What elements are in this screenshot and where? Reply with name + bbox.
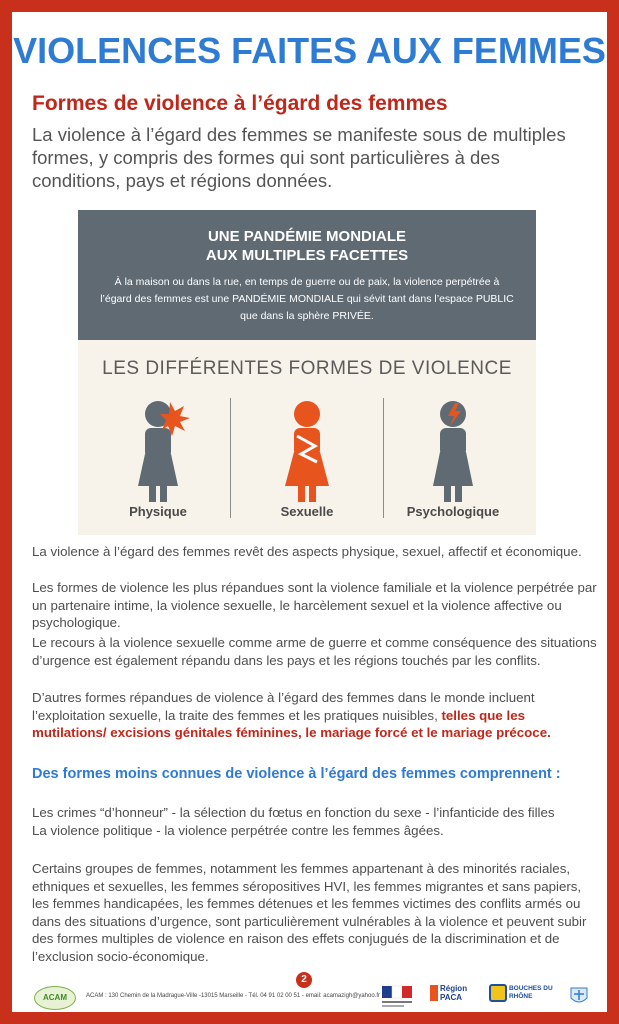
form-label-psychologique: Psychologique <box>406 504 500 519</box>
footer <box>12 972 607 1012</box>
lesser-known-line2: La violence politique - la violence perpétrée contre les femmes âgées. <box>32 822 444 838</box>
paragraph-other-forms <box>32 689 600 742</box>
woman-lightning-icon <box>413 394 493 504</box>
paragraph-other-forms-highlight: telles que les mutilations/ excisions génitales féminines, le mariage forcé et le mariage précoce. <box>32 707 551 740</box>
lesser-known-heading: Des formes moins connues de violence à l’égard des femmes comprennent : <box>32 766 561 782</box>
infographic-header <box>78 210 536 340</box>
infographic-text: À la maison ou dans la rue, en temps de guerre ou de paix, la violence perpétrée à l’égard des femmes est une PANDÉMIE MONDIALE qui sévit tant dans l’espace PUBLIC que dans la sphère PRIVÉE. <box>100 276 514 322</box>
form-label-sexuelle: Sexuelle <box>280 504 334 519</box>
divider <box>230 398 231 518</box>
section-subtitle: Formes de violence à l’égard des femmes <box>32 92 448 115</box>
infographic-title <box>78 227 536 265</box>
infographic-title-line2: AUX MULTIPLES FACETTES <box>205 247 409 264</box>
acam-logo: ACAM <box>34 986 76 1010</box>
departement-icon <box>489 984 507 1002</box>
region-label: Région PACA <box>439 984 468 1002</box>
footer-address: ACAM : 130 Chemin de la Madrague-Ville -13015 Marseille - Tél. 04 91 02 00 51 - email: acamazigh@yahoo.fr <box>86 993 381 999</box>
intro-paragraph: La violence à l’égard des femmes se manifeste sous de multiples formes, y compris des formes qui sont particulières à des conditions, pays et régions données. <box>32 124 566 191</box>
prefecture-logo <box>380 984 414 1008</box>
paragraph-aspects: La violence à l’égard des femmes revêt des aspects physique, sexuel, affectif et économique. <box>32 544 582 559</box>
french-flag-icon <box>380 984 414 1008</box>
woman-impact-icon <box>118 394 198 504</box>
page-number: 2 <box>296 972 312 988</box>
departement-logo <box>488 984 560 1008</box>
city-crest-icon <box>568 984 590 1008</box>
region-icon <box>430 985 438 1001</box>
forms-title: LES DIFFÉRENTES FORMES DE VIOLENCE <box>102 358 512 379</box>
page-title: VIOLENCES FAITES AUX FEMMES <box>13 30 606 71</box>
city-logo <box>568 984 590 1008</box>
departement-label: BOUCHES DU RHÔNE <box>508 985 553 1000</box>
infographic-title-line1: UNE PANDÉMIE MONDIALE <box>207 228 407 245</box>
paragraph-common-forms: Les formes de violence les plus répandues sont la violence familiale et la violence perpétrée par un partenaire intime, la violence sexuelle, le harcèlement sexuel et la violence affective ou psychologique. <box>32 580 597 630</box>
lesser-known-line1: Les crimes “d’honneur” - la sélection du fœtus en fonction du sexe - l’infanticide des filles <box>32 805 555 820</box>
paragraph-vulnerable-groups: Certains groupes de femmes, notamment les femmes appartenant à des minorités raciales, ethniques et sexuelles, les femmes séropositives HVI, les femmes migrantes et sans papiers, les femmes handicapées, les femmes détenues et les femmes victimes des conflits armés ou dans des situations d’urgence, sont particulièrement vulnérables à la violence et peuvent subir des formes multiples de violence en raison des effets conjugués de la discrimination et de l’exclusion socio-économique. <box>32 861 587 964</box>
form-label-physique: Physique <box>129 504 187 519</box>
divider <box>383 398 384 518</box>
infographic <box>78 210 536 535</box>
paragraph-lesser-known <box>32 804 600 839</box>
paragraph-war: Le recours à la violence sexuelle comme arme de guerre et comme conséquence des situations d’urgence est également répandu dans les pays et les régions touchés par les conflits. <box>32 635 597 668</box>
woman-self-hug-icon <box>267 394 347 504</box>
region-paca-logo <box>426 984 476 1008</box>
paragraph-other-forms-text: D’autres formes répandues de violence à l’égard des femmes dans le monde incluent l’exploitation sexuelle, la traite des femmes et les pratiques nuisibles, <box>32 690 535 723</box>
